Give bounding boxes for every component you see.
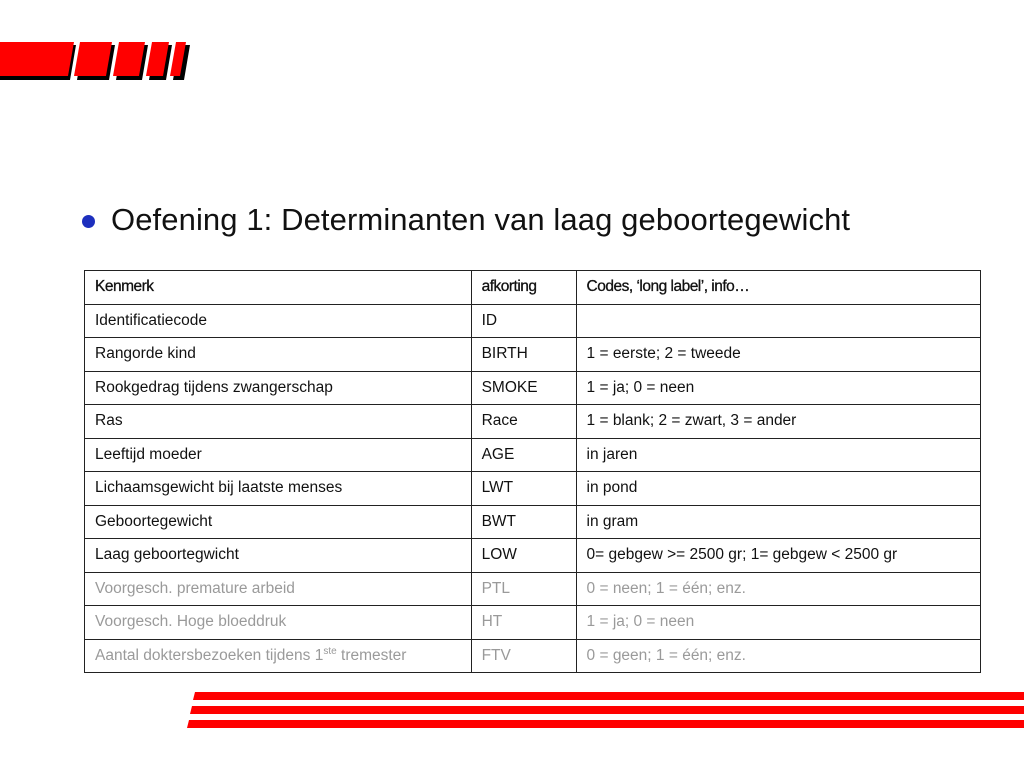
cell-codes: 1 = blank; 2 = zwart, 3 = ander: [576, 405, 980, 439]
cell-afkorting: LOW: [471, 539, 576, 573]
cell-codes: 1 = eerste; 2 = tweede: [576, 338, 980, 372]
cell-codes: in pond: [576, 472, 980, 506]
cell-codes: 1 = ja; 0 = neen: [576, 606, 980, 640]
slide-heading: Oefening 1: Determinanten van laag geboortegewicht: [111, 202, 851, 237]
header-kenmerk: Kenmerk: [85, 271, 472, 305]
cell-afkorting: HT: [471, 606, 576, 640]
cell-afkorting: BIRTH: [471, 338, 576, 372]
table-row: [85, 405, 981, 439]
cell-afkorting: SMOKE: [471, 371, 576, 405]
logo-stripes: [0, 40, 200, 85]
table-row: [85, 639, 981, 673]
cell-kenmerk: Geboortegewicht: [85, 505, 472, 539]
cell-kenmerk: Laag geboortegwicht: [85, 539, 472, 573]
cell-codes: 0 = neen; 1 = één; enz.: [576, 572, 980, 606]
cell-afkorting: AGE: [471, 438, 576, 472]
cell-kenmerk: Lichaamsgewicht bij laatste menses: [85, 472, 472, 506]
cell-kenmerk-text: Aantal doktersbezoeken tijdens 1: [95, 646, 324, 664]
table-row: [85, 472, 981, 506]
cell-kenmerk: [85, 639, 472, 673]
table-row: [85, 505, 981, 539]
superscript-ste: ste: [323, 645, 337, 657]
cell-afkorting: FTV: [471, 639, 576, 673]
cell-kenmerk: Voorgesch. premature arbeid: [85, 572, 472, 606]
cell-kenmerk: Rookgedrag tijdens zwangerschap: [85, 371, 472, 405]
cell-afkorting: LWT: [471, 472, 576, 506]
header-afkorting: afkorting: [471, 271, 576, 305]
footer-stripes: [185, 688, 1024, 730]
bullet-item: [82, 198, 850, 242]
variables-table: [84, 270, 981, 673]
table-header-row: [85, 271, 981, 305]
cell-codes: 0 = geen; 1 = één; enz.: [576, 639, 980, 673]
cell-kenmerk: Voorgesch. Hoge bloeddruk: [85, 606, 472, 640]
cell-codes: [576, 304, 980, 338]
table-row: [85, 304, 981, 338]
table-row: [85, 606, 981, 640]
cell-kenmerk: Leeftijd moeder: [85, 438, 472, 472]
cell-codes: 0= gebgew >= 2500 gr; 1= gebgew < 2500 gr: [576, 539, 980, 573]
cell-kenmerk: Ras: [85, 405, 472, 439]
table-row: [85, 438, 981, 472]
cell-afkorting: BWT: [471, 505, 576, 539]
table-row: [85, 539, 981, 573]
header-codes: Codes, ‘long label’, info…: [576, 271, 980, 305]
cell-codes: 1 = ja; 0 = neen: [576, 371, 980, 405]
cell-kenmerk: Rangorde kind: [85, 338, 472, 372]
cell-codes: in gram: [576, 505, 980, 539]
bullet-dot-icon: [82, 215, 95, 228]
table-row: [85, 371, 981, 405]
cell-codes: in jaren: [576, 438, 980, 472]
table-row: [85, 572, 981, 606]
table-row: [85, 338, 981, 372]
cell-afkorting: PTL: [471, 572, 576, 606]
cell-afkorting: Race: [471, 405, 576, 439]
cell-kenmerk-text-end: tremester: [336, 646, 407, 664]
cell-afkorting: ID: [471, 304, 576, 338]
cell-kenmerk: Identificatiecode: [85, 304, 472, 338]
